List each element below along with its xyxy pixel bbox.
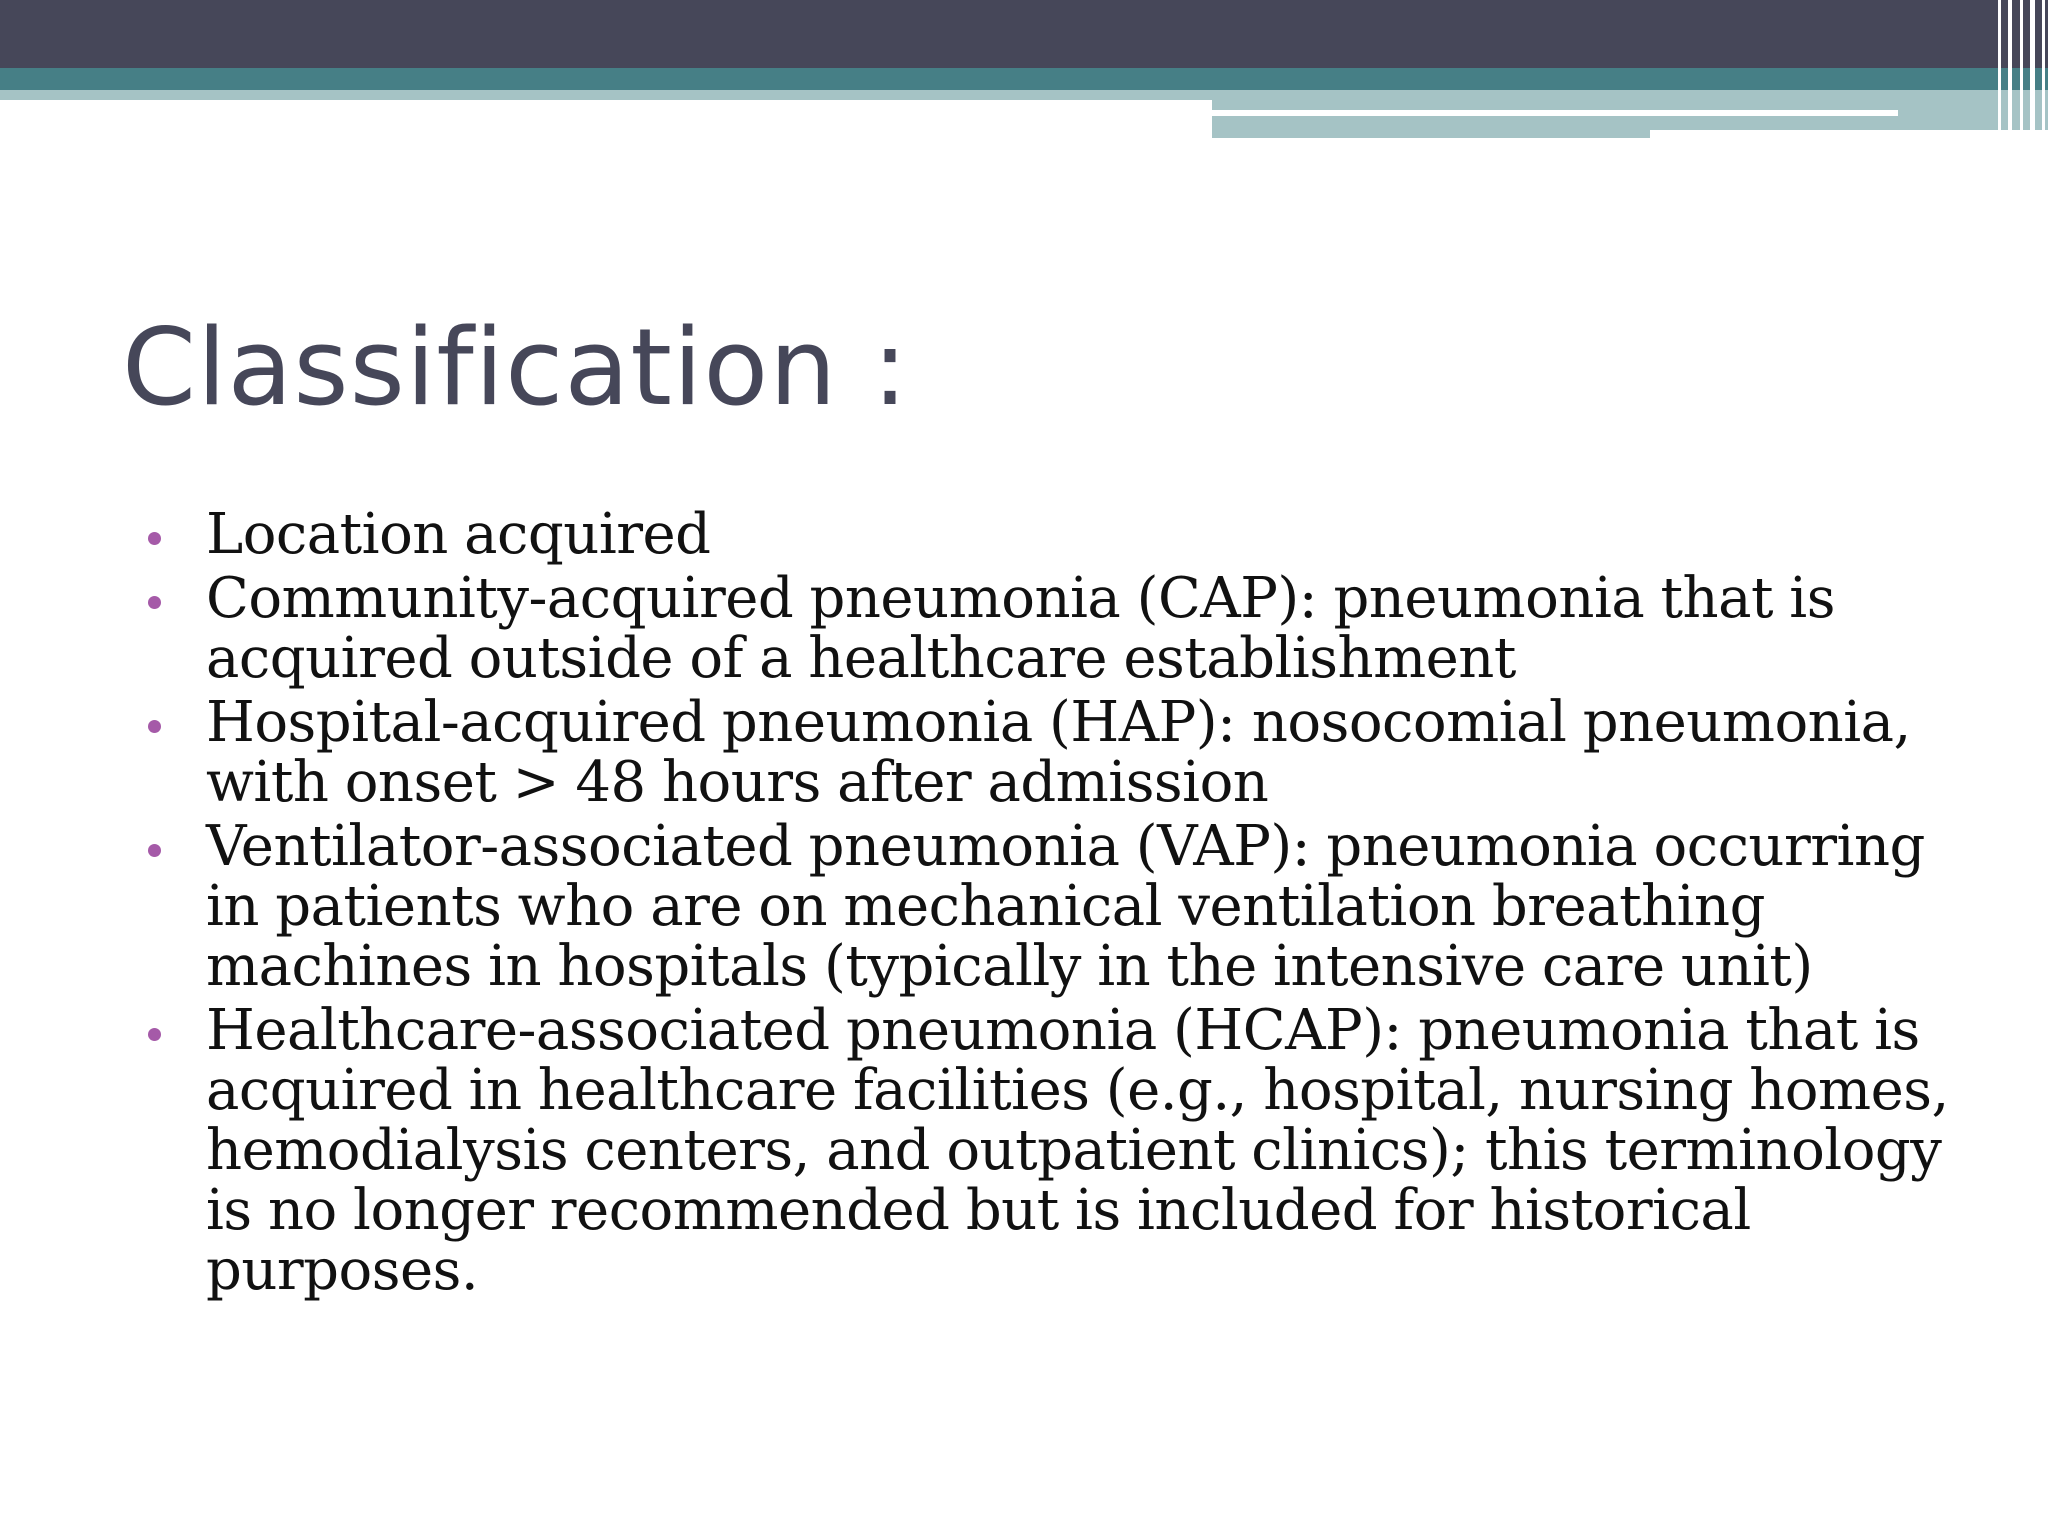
- header-light-band-left: [0, 90, 1212, 100]
- header-edge-stripes: [1990, 0, 2048, 138]
- bullet-dot-icon: [148, 844, 161, 857]
- bullet-text: Ventilator-associated pneumonia (VAP): pneumonia occurring in patients who are on mechanical ventilation breathing machines in hospitals (typically in the intensive care unit): [206, 814, 1925, 999]
- bullet-dot-icon: [148, 532, 161, 545]
- bullet-dot-icon: [148, 720, 161, 733]
- bullet-item-vap: [148, 814, 1988, 999]
- header-accent-line-short: [1650, 130, 2048, 138]
- bullet-text: Healthcare-associated pneumonia (HCAP): pneumonia that is acquired in healthcare facilities (e.g., hospital, nursing homes, hemodialysis centers, and outpatient clinics); this terminology is no longer recommended but is included for historical purposes.: [206, 998, 1949, 1303]
- bullet-dot-icon: [148, 596, 161, 609]
- bullet-item-location: [148, 502, 1988, 567]
- bullet-item-cap: [148, 566, 1988, 691]
- bullet-text: Location acquired: [206, 502, 711, 567]
- header-dark-band: [0, 0, 2048, 68]
- bullet-dot-icon: [148, 1028, 161, 1041]
- bullet-item-hcap: [148, 998, 1988, 1303]
- bullet-text: Hospital-acquired pneumonia (HAP): nosocomial pneumonia, with onset > 48 hours after admission: [206, 690, 1911, 815]
- header-accent-line: [1212, 110, 1898, 116]
- slide-title: Classification :: [122, 306, 909, 429]
- bullet-text: Community-acquired pneumonia (CAP): pneumonia that is acquired outside of a healthcare establishment: [206, 566, 1835, 691]
- header-teal-band: [0, 68, 2048, 90]
- bullet-list: [148, 502, 1988, 1305]
- bullet-item-hap: [148, 690, 1988, 815]
